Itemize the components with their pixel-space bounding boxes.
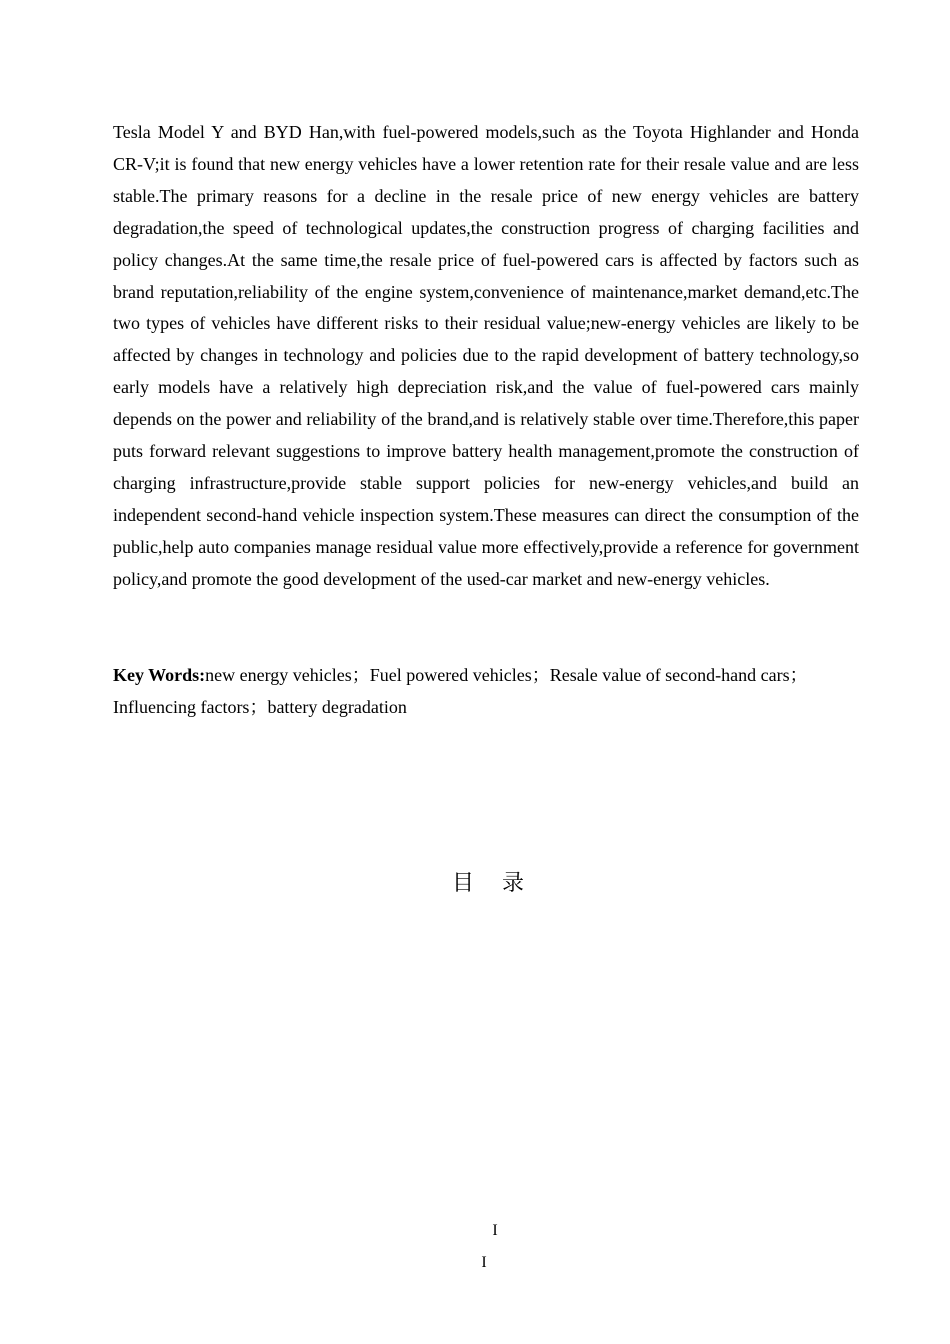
keywords-text: new energy vehicles；Fuel powered vehicles；Resale value of second-hand cars；Influencing factors；battery degradation	[113, 665, 808, 717]
page-number-secondary: I	[481, 1254, 487, 1271]
keywords-label: Key Words:	[113, 665, 206, 685]
abstract-body-text: Tesla Model Y and BYD Han,with fuel-powered models,such as the Toyota Highlander and Honda CR-V;it is found that new energy vehicles have a lower retention rate for their resale value and are less stable.The primary reasons for a decline in the resale price of new energy vehicles are battery degradation,the speed of technological updates,the construction progress of charging facilities and policy changes.At the same time,the resale price of fuel-powered cars is affected by factors such as brand reputation,reliability of the engine system,convenience of maintenance,market demand,etc.The two types of vehicles have different risks to their residual value;new-energy vehicles are likely to be affected by changes in technology and policies due to the rapid development of battery technology,so early models have a relatively high depreciation risk,and the value of fuel-powered cars mainly depends on the power and reliability of the brand,and is relatively stable over time.Therefore,this paper puts forward relevant suggestions to improve battery health management,promote the construction of charging infrastructure,provide stable support policies for new-energy vehicles,and build an independent second-hand vehicle inspection system.These measures can direct the consumption of the public,help auto companies manage residual value more effectively,provide a reference for government policy,and promote the good development of the used-car market and new-energy vehicles.	[113, 122, 859, 589]
keywords-paragraph	[113, 659, 859, 723]
table-of-contents-title: 目 录	[452, 871, 524, 896]
page-number: I	[492, 1222, 498, 1239]
